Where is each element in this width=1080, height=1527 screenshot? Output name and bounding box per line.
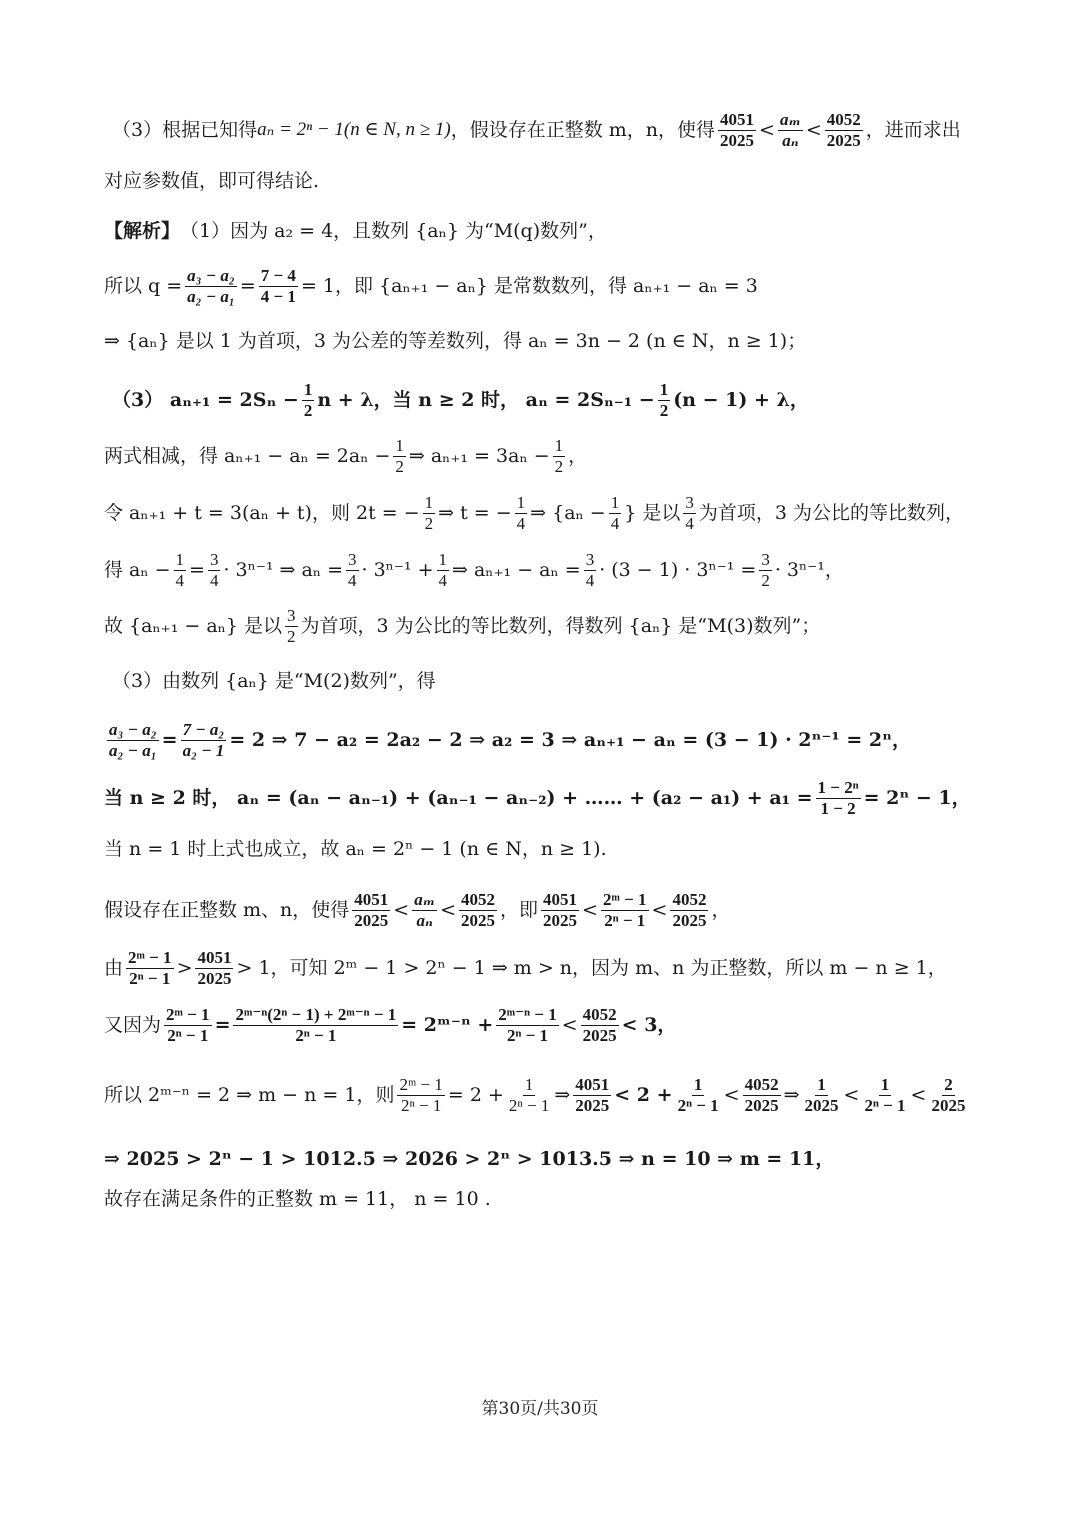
fraction-q: $\frac{\text{a₃ − a₂}}{\text{a₂ − a₁}}$ (187, 266, 235, 306)
fraction-geom-sum: $\frac{\text{1 − 2ⁿ}}{1 - 2}$ (817, 778, 859, 818)
text: 所以 q = (104, 274, 183, 297)
text: 由 (104, 956, 124, 979)
fraction-7-4: $\frac{7 - 4}{4 - 1}$ (260, 266, 296, 306)
text: ⇒ {aₙ} 是以 1 为首项，3 为公差的等差数列，得 aₙ = 3n − 2 (n ∈ N，n ≥ 1)； (104, 330, 807, 352)
text: ⇒ aₙ₊₁ = 3aₙ − (408, 444, 550, 467)
fraction-am-an: $\frac{\text{aₘ}}{\text{aₙ}}$ (779, 110, 801, 150)
fraction-4052-2025: $\frac{4052}{2025}$ (461, 890, 496, 930)
text: 所以 2ᵐ⁻ⁿ = 2 ⇒ m − n = 1，则 (104, 1083, 395, 1106)
solution-line-17 (104, 1148, 984, 1171)
lt-sign: < (561, 1013, 578, 1036)
text: 为首项，3 为公比的等比数列，得数列 {aₙ} 是“M(3)数列”； (300, 614, 821, 637)
solution-line-18 (104, 1188, 984, 1211)
solution-line-8 (104, 606, 984, 646)
solution-line-5 (104, 436, 984, 476)
fraction-1-2n: $\frac{1}{\text{2ⁿ − 1}}$ (508, 1075, 550, 1115)
fraction-three-quarters: $\frac{3}{4}$ (685, 493, 694, 533)
eq-sign: = (161, 728, 178, 751)
text: ⇒ t = − (438, 501, 512, 524)
lt-sign: < (805, 118, 822, 141)
solution-line-10 (104, 720, 984, 760)
fraction-4051-2025: $\frac{4051}{2025}$ (197, 948, 232, 988)
text: (n − 1) + λ， (673, 388, 809, 411)
solution-line-6 (104, 493, 984, 533)
solution-line-15 (104, 1005, 984, 1045)
text: ， (711, 898, 731, 921)
text: ，即 (500, 898, 539, 921)
solution-line-7 (104, 550, 984, 590)
fraction-quarter: $\frac{1}{4}$ (175, 550, 185, 590)
text: ， (568, 444, 588, 467)
fraction-half: $\frac{1}{2}$ (659, 380, 669, 420)
lt-sign: < (759, 118, 775, 141)
fraction-4052-2025: $\frac{4052}{2025}$ (672, 890, 707, 930)
lt-sign: < (440, 898, 457, 921)
text: 当 n ≥ 2 时， aₙ = (aₙ − aₙ₋₁) + (aₙ₋₁ − aₙ₋₂) + …… + (a₂ − a₁) + a₁ = (104, 786, 813, 809)
solution-line-4 (112, 380, 992, 420)
fraction-1-2n: $\frac{1}{\text{2ⁿ − 1}}$ (864, 1075, 906, 1115)
lt-sign: < (723, 1083, 740, 1106)
fraction-2mn-2n: $\frac{\text{2ᵐ⁻ⁿ − 1}}{\text{2ⁿ − 1}}$ (498, 1005, 557, 1045)
text: = 2ᵐ⁻ⁿ + (401, 1013, 494, 1036)
fraction-4052-2025: $\frac{4052}{2025}$ (582, 1005, 617, 1045)
conclusion-text: 故存在满足条件的正整数 m = 11， n = 10 . (104, 1188, 491, 1210)
eq-sign: = (214, 1013, 231, 1036)
text: < 2 + (614, 1083, 673, 1106)
hint-prefix: （3）根据已知得 (112, 118, 258, 141)
text: = 2ⁿ − 1， (863, 786, 971, 809)
text: = (189, 558, 205, 581)
solution-line-16 (104, 1075, 984, 1115)
fraction-4051-2025: $\frac{4051}{2025}$ (354, 890, 389, 930)
fraction-three-halves: $\frac{3}{2}$ (761, 550, 770, 590)
fraction-2m-2n: $\frac{\text{2ᵐ − 1}}{\text{2ⁿ − 1}}$ (166, 1005, 210, 1045)
fraction-half: $\frac{1}{2}$ (395, 436, 404, 476)
text: 当 n = 1 时上式也成立，故 aₙ = 2ⁿ − 1 (n ∈ N，n ≥ 1). (104, 838, 607, 860)
solution-line-12 (104, 838, 984, 861)
lt-sign: < (843, 1083, 860, 1106)
text: < 3， (621, 1013, 677, 1036)
text: · 3ⁿ⁻¹ + (361, 558, 434, 581)
fraction-2-2025: $\frac{2}{2025}$ (931, 1075, 966, 1115)
fraction-2m-2n: $\frac{\text{2ᵐ − 1}}{\text{2ⁿ − 1}}$ (602, 890, 647, 930)
text: 令 aₙ₊₁ + t = 3(aₙ + t)，则 2t = − (104, 501, 420, 524)
solution-line-14 (104, 948, 984, 988)
solution-text: （1）因为 a₂ = 4，且数列 {aₙ} 为“M(q)数列”， (180, 220, 607, 242)
solution-line-1 (104, 220, 984, 243)
text: = 2 + (447, 1083, 504, 1106)
text: 得 aₙ − (104, 558, 171, 581)
fraction-2m-2n: $\frac{\text{2ᵐ − 1}}{\text{2ⁿ − 1}}$ (399, 1075, 443, 1115)
fraction-half: $\frac{1}{2}$ (424, 493, 434, 533)
text: ⇒ aₙ₊₁ − aₙ = (452, 558, 581, 581)
page-footer: 第30页/共30页 (481, 1399, 599, 1419)
fraction-4052-2025: $\frac{4052}{2025}$ (744, 1075, 779, 1115)
fraction-ratio: $\frac{\text{a₃ − a₂}}{\text{a₂ − a₁}}$ (109, 720, 157, 760)
lt-sign: < (651, 898, 668, 921)
lt-sign: < (910, 1083, 927, 1106)
hint-mid: ，假设存在正整数 m，n，使得 (450, 118, 716, 141)
text: = 2 ⇒ 7 − a₂ = 2a₂ − 2 ⇒ a₂ = 3 ⇒ aₙ₊₁ − aₙ = (3 − 1) · 2ⁿ⁻¹ = 2ⁿ， (229, 728, 911, 751)
text: （3） aₙ₊₁ = 2Sₙ − (112, 388, 299, 411)
solution-line-9 (112, 670, 992, 693)
solution-line-11 (104, 778, 984, 818)
fraction-4051-2025: $\frac{4051}{2025}$ (543, 890, 578, 930)
solution-line-13 (104, 890, 984, 930)
fraction-4051-2025: $\frac{4051}{2025}$ (720, 110, 755, 150)
text: 假设存在正整数 m、n，使得 (104, 898, 350, 921)
hint-line-1 (112, 110, 992, 150)
fraction-7-a2: $\frac{\text{7 − a₂}}{\text{a₂ − 1}}$ (182, 720, 225, 760)
hint-tail: ，进而求出 (865, 118, 961, 141)
text: ⇒ {aₙ − (530, 501, 606, 524)
fraction-1-2025: $\frac{1}{2025}$ (804, 1075, 839, 1115)
formula-an: aₙ = 2ⁿ − 1(n ∈ N, n ≥ 1) (257, 118, 451, 140)
text: 两式相减，得 aₙ₊₁ − aₙ = 2aₙ − (104, 444, 391, 467)
text: } 是以 (624, 501, 681, 524)
implies: ⇒ (554, 1083, 571, 1106)
fraction-three-quarters: $\frac{3}{4}$ (585, 550, 595, 590)
text: 故 {aₙ₊₁ − aₙ} 是以 (104, 614, 282, 637)
fraction-expanded: $\frac{\text{2ᵐ⁻ⁿ(2ⁿ − 1) + 2ᵐ⁻ⁿ − 1}}{\text{2ⁿ − 1}}$ (235, 1005, 397, 1045)
fraction-am-an: $\frac{\text{aₘ}}{\text{aₙ}}$ (414, 890, 436, 930)
text: > 1，可知 2ᵐ − 1 > 2ⁿ − 1 ⇒ m > n，因为 m、n 为正整数，所以 m − n ≥ 1， (236, 956, 947, 979)
text: · 3ⁿ⁻¹， (774, 558, 844, 581)
text: = 1，即 {aₙ₊₁ − aₙ} 是常数数列，得 aₙ₊₁ − aₙ = 3 (300, 274, 758, 297)
solution-line-2 (104, 266, 984, 306)
text: ⇒ 2025 > 2ⁿ − 1 > 1012.5 ⇒ 2026 > 2ⁿ > 1013.5 ⇒ n = 10 ⇒ m = 11， (104, 1148, 835, 1170)
text: 为首项，3 为公比的等比数列， (698, 501, 965, 524)
fraction-quarter: $\frac{1}{4}$ (438, 550, 448, 590)
fraction-4051-2025: $\frac{4051}{2025}$ (575, 1075, 610, 1115)
hint-line-2 (104, 170, 984, 193)
text: · 3ⁿ⁻¹ ⇒ aₙ = (223, 558, 344, 581)
fraction-quarter: $\frac{1}{4}$ (610, 493, 620, 533)
lt-sign: < (582, 898, 598, 921)
gt-sign: > (176, 956, 193, 979)
fraction-quarter: $\frac{1}{4}$ (516, 493, 526, 533)
solution-line-3 (104, 330, 984, 353)
fraction-three-halves: $\frac{3}{2}$ (287, 606, 296, 646)
implies: ⇒ (783, 1083, 800, 1106)
text: 又因为 (104, 1013, 162, 1036)
hint-text: 对应参数值，即可得结论. (104, 170, 320, 192)
lt-sign: < (393, 898, 410, 921)
fraction-half: $\frac{1}{2}$ (303, 380, 313, 420)
fraction-2m-2n: $\frac{\text{2ᵐ − 1}}{\text{2ⁿ − 1}}$ (128, 948, 172, 988)
fraction-half: $\frac{1}{2}$ (554, 436, 564, 476)
fraction-4052-2025: $\frac{4052}{2025}$ (826, 110, 861, 150)
fraction-three-quarters: $\frac{3}{4}$ (209, 550, 219, 590)
fraction-three-quarters: $\frac{3}{4}$ (348, 550, 357, 590)
text: （3）由数列 {aₙ} 是“M(2)数列”，得 (112, 670, 436, 692)
solution-heading: 【解析】 (104, 220, 181, 242)
fraction-1-2n: $\frac{1}{\text{2ⁿ − 1}}$ (677, 1075, 719, 1115)
eq-sign: = (239, 274, 256, 297)
text: n + λ，当 n ≥ 2 时， aₙ = 2Sₙ₋₁ − (317, 388, 655, 411)
text: · (3 − 1) · 3ⁿ⁻¹ = (599, 558, 757, 581)
